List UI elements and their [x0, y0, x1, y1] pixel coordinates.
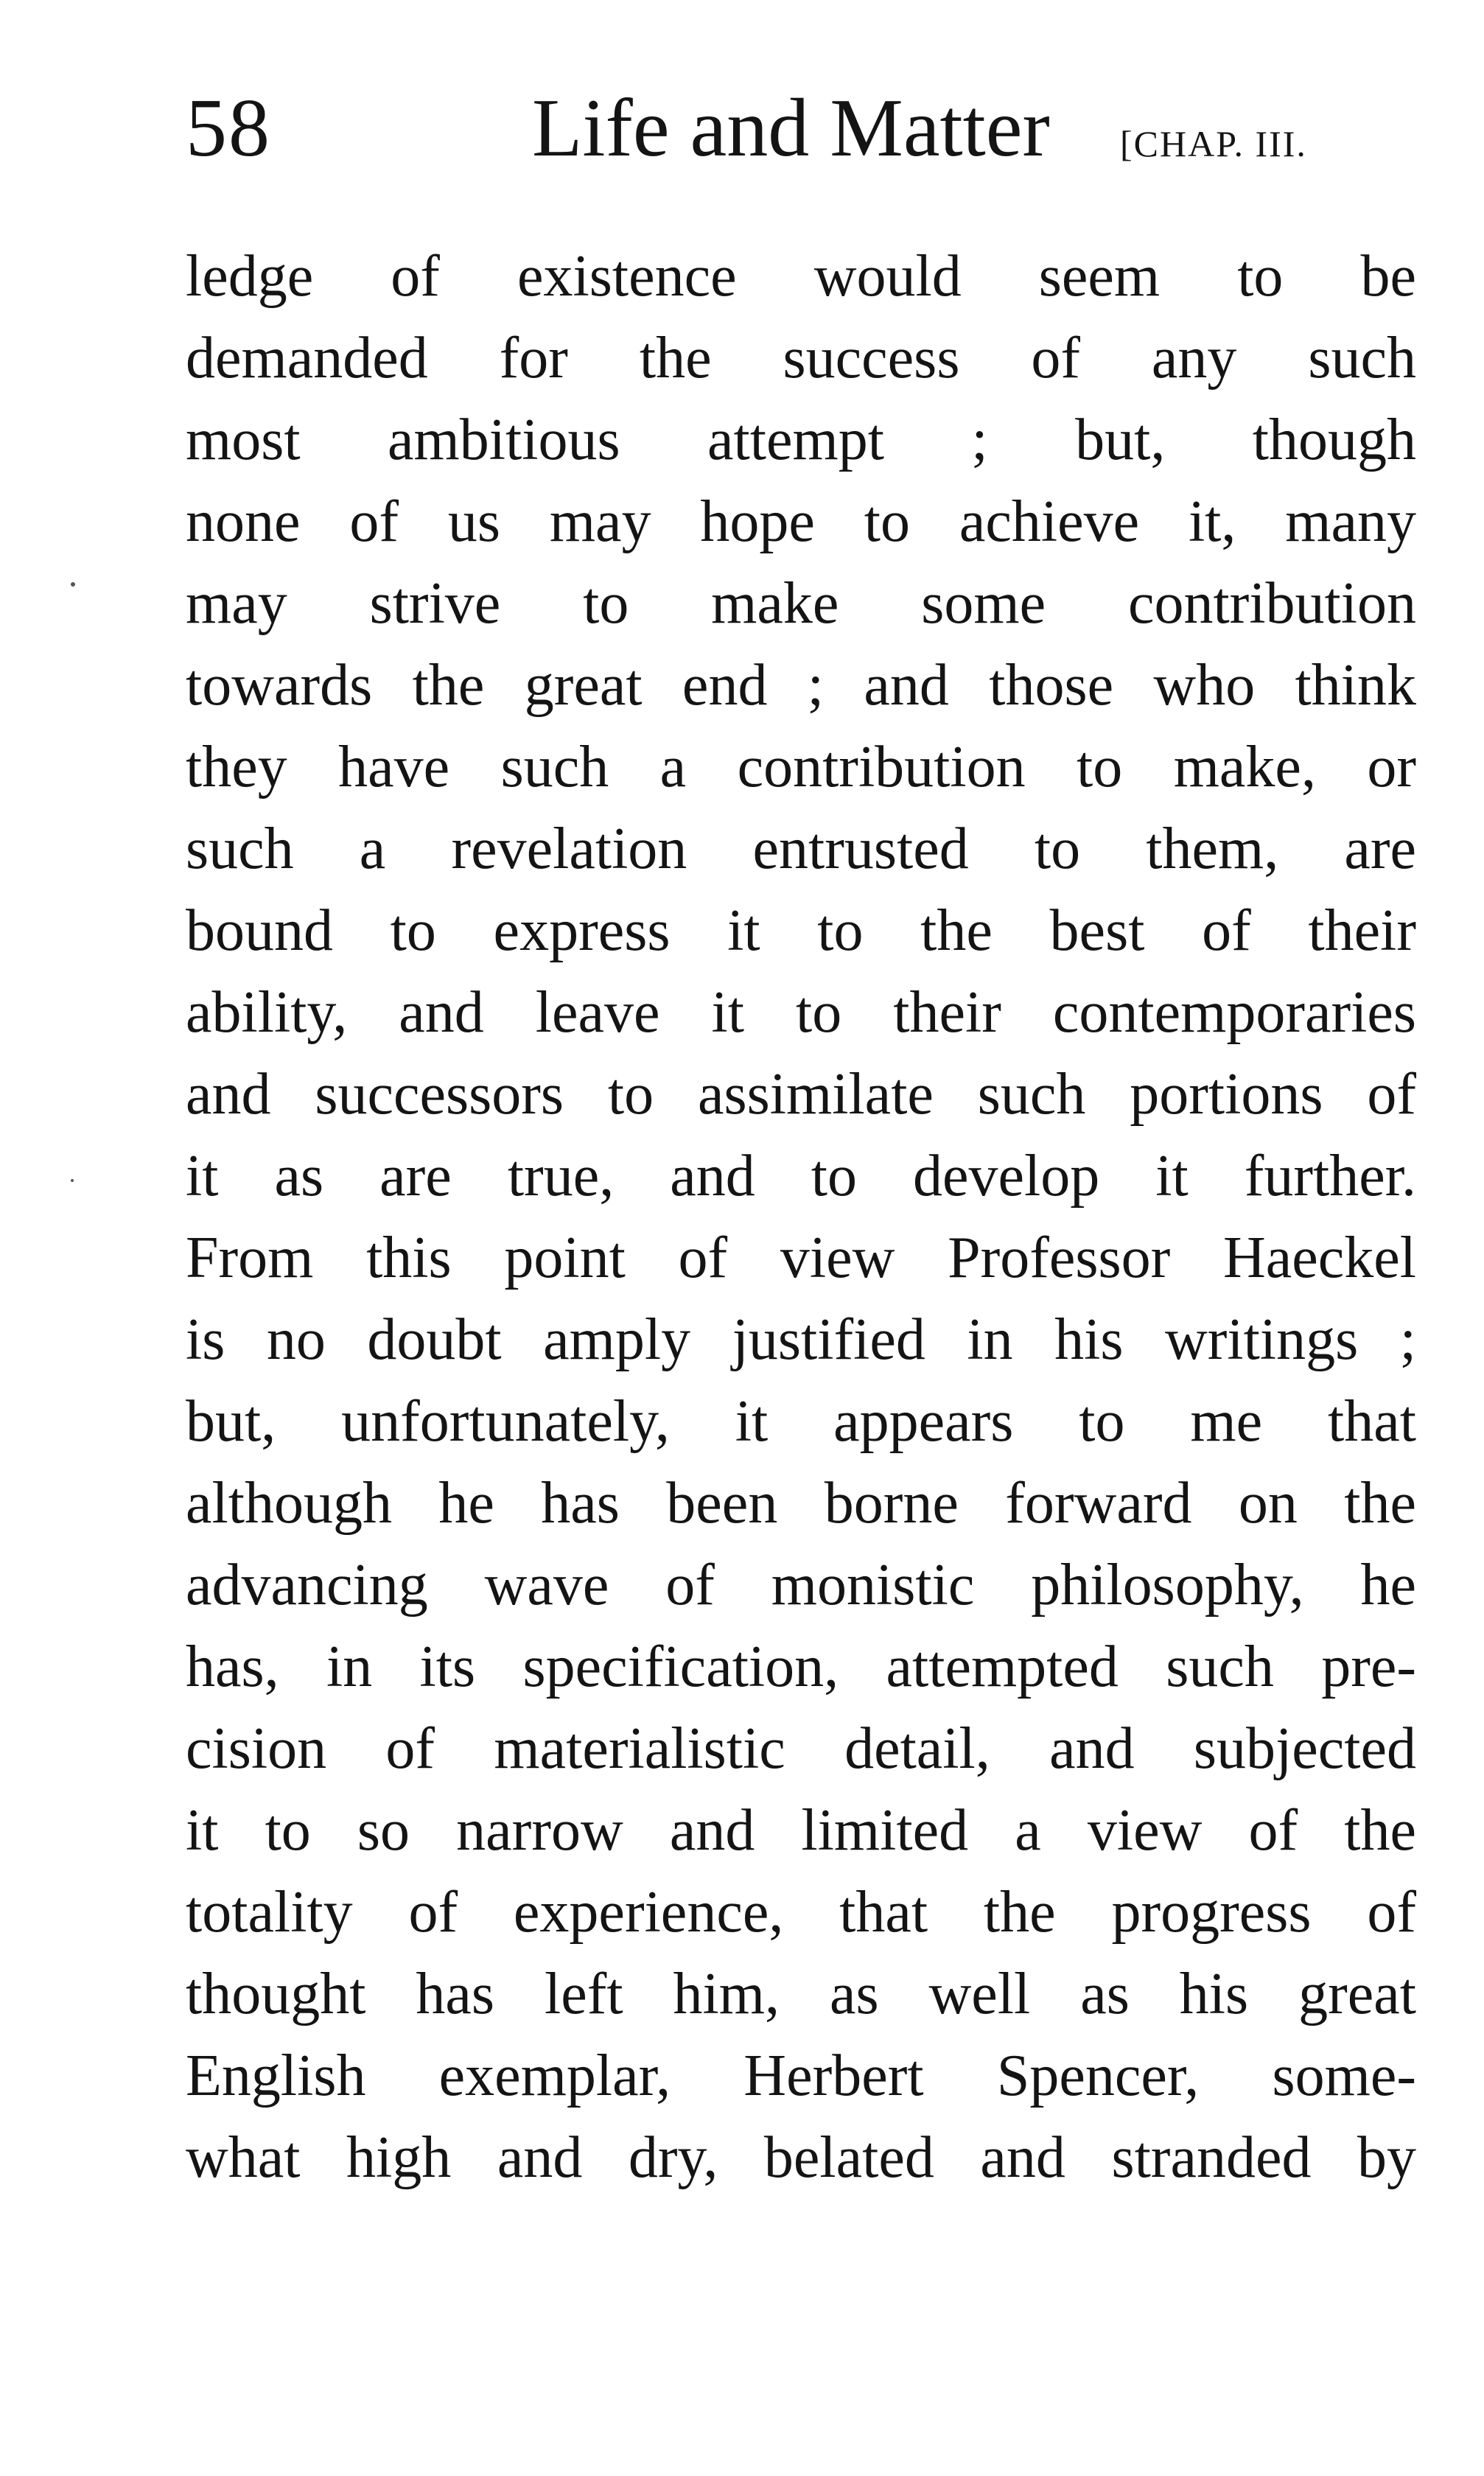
text-line: what high and dry, belated and stranded by	[186, 2125, 1416, 2190]
text-line: totality of experience, that the progress of	[186, 1880, 1416, 1945]
text-line: although he has been borne forward on the	[186, 1471, 1416, 1536]
running-title: Life and Matter	[532, 83, 1050, 174]
stray-mark	[71, 1179, 74, 1182]
body-text	[186, 236, 1416, 2199]
text-line: is no doubt amply justified in his writings ;	[186, 1307, 1416, 1372]
text-line: cision of materialistic detail, and subjected	[186, 1716, 1416, 1781]
text-line: and successors to assimilate such portions of	[186, 1062, 1416, 1127]
text-line: it as are true, and to develop it further.	[186, 1144, 1416, 1209]
page-header	[0, 0, 1484, 221]
text-line: English exemplar, Herbert Spencer, some-	[186, 2043, 1416, 2108]
text-line: ledge of existence would seem to be	[186, 244, 1416, 309]
text-line: such a revelation entrusted to them, are	[186, 816, 1416, 881]
stray-mark	[71, 582, 75, 587]
text-line: it to so narrow and limited a view of the	[186, 1798, 1416, 1863]
text-line: most ambitious attempt ; but, though	[186, 408, 1416, 472]
text-line: they have such a contribution to make, or	[186, 735, 1416, 800]
text-line: From this point of view Professor Haeckel	[186, 1225, 1416, 1290]
page-number: 58	[186, 83, 271, 174]
text-line: ability, and leave it to their contemporaries	[186, 980, 1416, 1045]
text-line: may strive to make some contribution	[186, 571, 1416, 636]
text-line: none of us may hope to achieve it, many	[186, 489, 1416, 554]
text-line: has, in its specification, attempted such pre-	[186, 1634, 1416, 1699]
text-line: thought has left him, as well as his great	[186, 1962, 1416, 2026]
chapter-reference: [CHAP. III.	[1120, 123, 1307, 164]
text-line: demanded for the success of any such	[186, 326, 1416, 391]
text-line: but, unfortunately, it appears to me that	[186, 1389, 1416, 1454]
text-line: bound to express it to the best of their	[186, 898, 1416, 963]
text-line: advancing wave of monistic philosophy, he	[186, 1553, 1416, 1618]
text-line: towards the great end ; and those who think	[186, 653, 1416, 718]
